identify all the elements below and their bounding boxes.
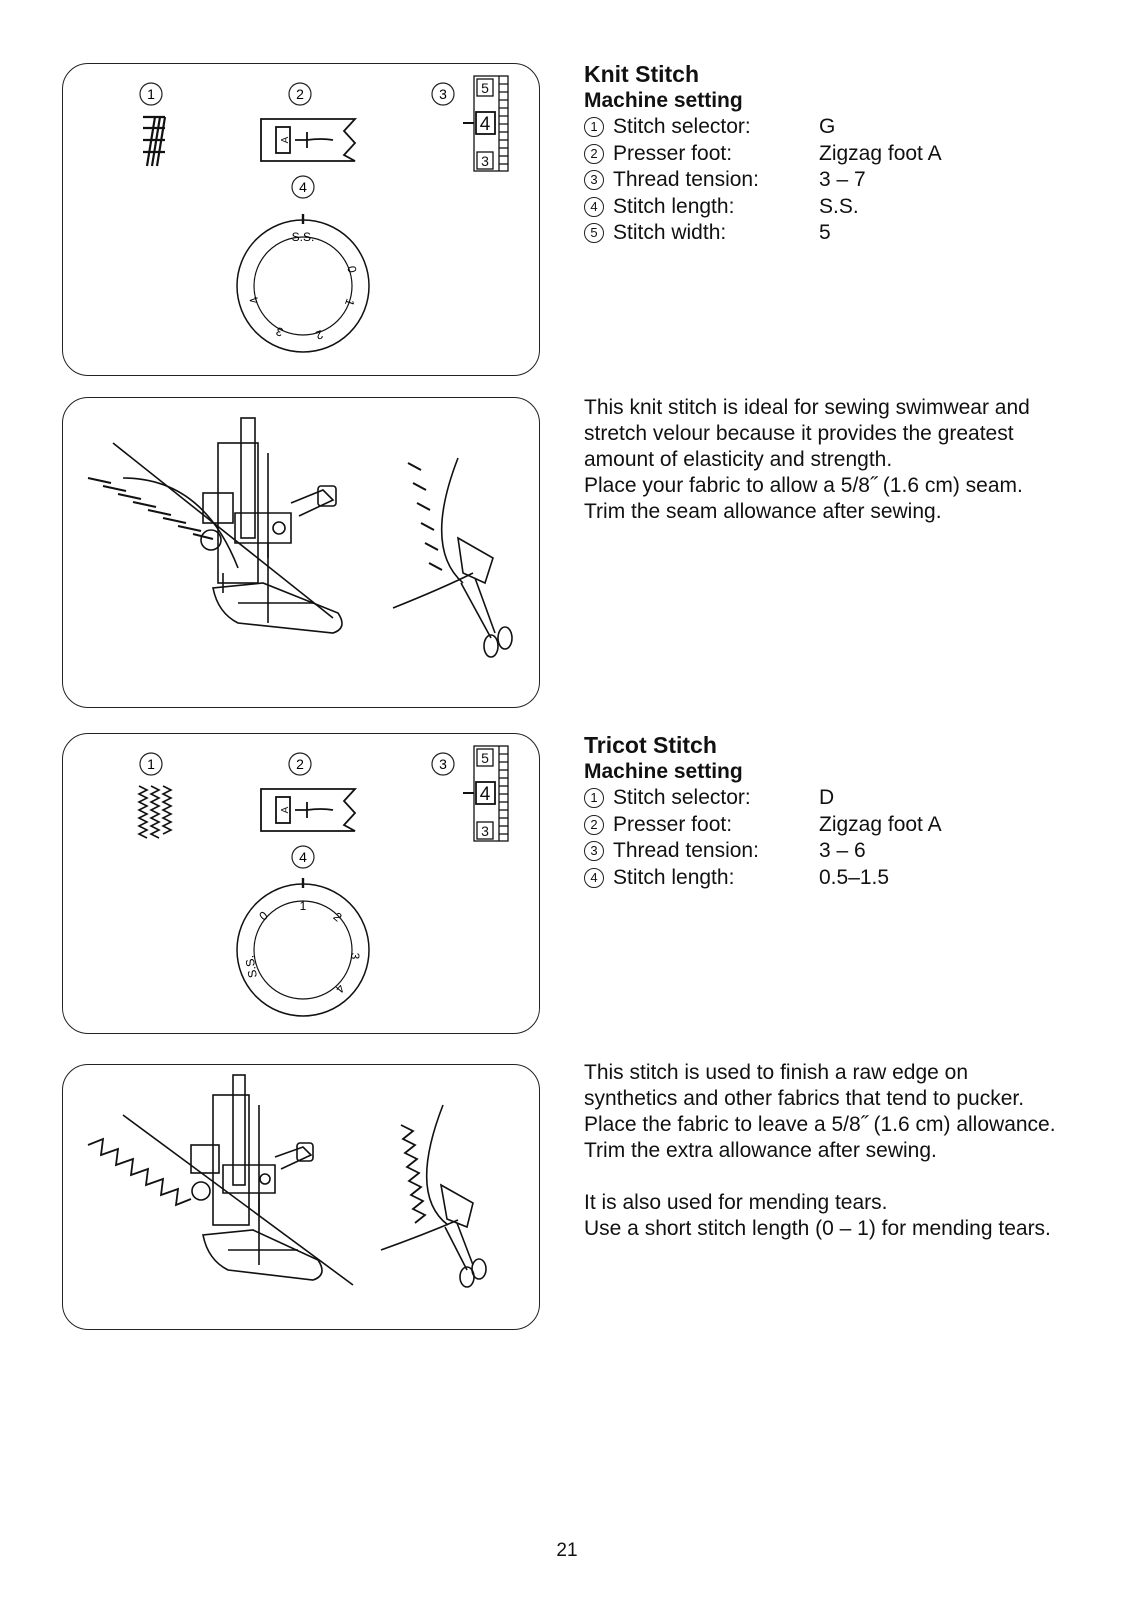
- tricot-setting-row: [584, 785, 1104, 812]
- tricot-description: [584, 1060, 1104, 1242]
- tricot-description-line: Trim the extra allowance after sewing.: [584, 1139, 937, 1162]
- tricot-sewing-illustration: [62, 1064, 540, 1330]
- knit-description-line: Place your fabric to allow a 5/8˝ (1.6 cm) seam.: [584, 474, 1023, 497]
- scissors-icon: [461, 578, 512, 657]
- svg-text:A: A: [280, 136, 291, 144]
- svg-text:3: 3: [439, 756, 447, 772]
- svg-text:5: 5: [481, 750, 489, 766]
- zigzag-foot-a-icon: [261, 119, 355, 161]
- setting-value: 3 – 6: [819, 839, 866, 863]
- knit-settings-text: [584, 60, 1104, 247]
- knit-sewing-illustration: [62, 397, 540, 708]
- setting-number: 4: [584, 868, 604, 888]
- setting-label: Presser foot:: [613, 812, 733, 836]
- tricot-setting-row: [584, 812, 1104, 839]
- setting-value: D: [819, 786, 835, 810]
- tricot-seam-line: [88, 1139, 191, 1205]
- tricot-setting-row: [584, 838, 1104, 865]
- setting-label: Thread tension:: [613, 839, 759, 863]
- setting-number: 3: [584, 170, 604, 190]
- svg-text:4: 4: [332, 981, 348, 996]
- stitch-length-dial: [237, 878, 369, 1016]
- svg-text:2: 2: [313, 327, 325, 343]
- setting-label: Stitch length:: [613, 865, 735, 889]
- callout-1: [140, 753, 162, 775]
- setting-label: Thread tension:: [613, 168, 759, 192]
- knit-description-line: amount of elasticity and strength.: [584, 448, 893, 471]
- tricot-description-line: synthetics and other fabrics that tend to pucker.: [584, 1087, 1025, 1110]
- setting-number: 5: [584, 223, 604, 243]
- setting-number: 4: [584, 197, 604, 217]
- knit-setting-row: [584, 141, 1104, 168]
- setting-value: Zigzag foot A: [819, 141, 942, 165]
- page-number: 21: [556, 1540, 578, 1561]
- setting-number: 3: [584, 841, 604, 861]
- svg-text:0: 0: [256, 908, 271, 924]
- callout-4: [292, 176, 314, 198]
- svg-text:4: 4: [299, 849, 307, 865]
- setting-label: Presser foot:: [613, 141, 733, 165]
- stitch-width-scale-icon: [463, 746, 508, 841]
- scissors-icon: [445, 1223, 486, 1287]
- svg-text:1: 1: [147, 86, 155, 102]
- setting-label: Stitch width:: [613, 221, 727, 245]
- svg-text:2: 2: [296, 86, 304, 102]
- callout-3: [432, 753, 454, 775]
- tricot-stitch-title: Tricot Stitch: [584, 732, 717, 758]
- setting-label: Stitch selector:: [613, 115, 751, 139]
- callout-1: [140, 83, 162, 105]
- setting-label: Stitch length:: [613, 194, 735, 218]
- knit-setting-row: [584, 114, 1104, 141]
- knit-description: [584, 395, 1104, 525]
- tricot-description-line: Place the fabric to leave a 5/8˝ (1.6 cm) allowance.: [584, 1113, 1056, 1136]
- setting-value: G: [819, 115, 836, 139]
- knit-settings-diagram: [62, 63, 540, 376]
- svg-text:S.S.: S.S.: [242, 954, 260, 980]
- knit-stitch-title: Knit Stitch: [584, 61, 699, 87]
- setting-value: 0.5–1.5: [819, 865, 890, 889]
- knit-setting-row: [584, 220, 1104, 247]
- knit-stitch-pattern-icon: [143, 117, 165, 166]
- tricot-settings-diagram: [62, 733, 540, 1034]
- svg-text:2: 2: [330, 909, 345, 925]
- setting-value: Zigzag foot A: [819, 812, 942, 836]
- setting-number: 2: [584, 144, 604, 164]
- knit-description-line: stretch velour because it provides the greatest: [584, 422, 1014, 445]
- setting-value: 3 – 7: [819, 168, 866, 192]
- svg-text:A: A: [280, 806, 291, 814]
- setting-label: Stitch selector:: [613, 786, 751, 810]
- svg-text:3: 3: [348, 952, 362, 960]
- tricot-description-line: This stitch is used to finish a raw edge on: [584, 1061, 969, 1084]
- callout-2: [289, 83, 311, 105]
- tricot-settings-text: [584, 731, 1104, 891]
- svg-text:1: 1: [299, 899, 307, 913]
- svg-text:4: 4: [299, 179, 307, 195]
- tricot-setting-row: [584, 865, 1104, 892]
- svg-text:4: 4: [479, 784, 491, 805]
- svg-text:2: 2: [296, 756, 304, 772]
- callout-2: [289, 753, 311, 775]
- stitch-width-scale-icon: [463, 76, 508, 171]
- svg-text:S.S.: S.S.: [291, 230, 315, 244]
- tricot-description-line: Use a short stitch length (0 – 1) for mending tears.: [584, 1217, 1051, 1240]
- knit-setting-row: [584, 167, 1104, 194]
- setting-number: 1: [584, 117, 604, 137]
- knit-description-line: Trim the seam allowance after sewing.: [584, 500, 942, 523]
- knit-setting-row: [584, 194, 1104, 221]
- svg-text:3: 3: [439, 86, 447, 102]
- paragraph-spacer: [584, 1164, 1104, 1190]
- presser-foot-icon: [201, 418, 342, 633]
- svg-text:1: 1: [342, 296, 358, 308]
- svg-text:3: 3: [481, 153, 489, 169]
- stitch-length-dial: [237, 214, 369, 352]
- svg-text:3: 3: [274, 324, 286, 340]
- zigzag-foot-a-icon: [261, 789, 355, 831]
- tricot-machine-setting-heading: Machine setting: [584, 760, 743, 783]
- presser-foot-icon: [191, 1075, 322, 1280]
- knit-machine-setting-heading: Machine setting: [584, 89, 743, 112]
- callout-4: [292, 846, 314, 868]
- setting-number: 2: [584, 815, 604, 835]
- setting-value: S.S.: [819, 194, 859, 218]
- tricot-stitch-pattern-icon: [139, 786, 171, 838]
- svg-text:1: 1: [147, 756, 155, 772]
- setting-number: 1: [584, 788, 604, 808]
- svg-text:3: 3: [481, 823, 489, 839]
- svg-text:5: 5: [481, 80, 489, 96]
- tricot-description-line: It is also used for mending tears.: [584, 1191, 888, 1214]
- svg-text:4: 4: [479, 114, 491, 135]
- callout-3: [432, 83, 454, 105]
- svg-text:0: 0: [344, 264, 360, 274]
- setting-value: 5: [819, 221, 831, 245]
- knit-description-line: This knit stitch is ideal for sewing swimwear and: [584, 396, 1030, 419]
- svg-text:4: 4: [246, 294, 262, 306]
